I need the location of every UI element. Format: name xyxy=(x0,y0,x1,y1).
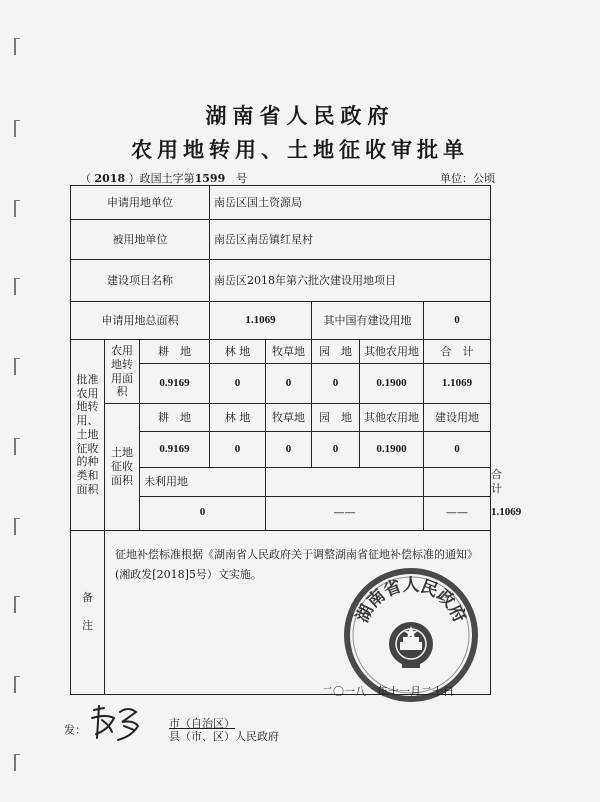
national-emblem-icon xyxy=(389,622,433,668)
total-area-value: 1.1069 xyxy=(210,302,312,340)
conv-value-cell: 1.1069 xyxy=(424,364,491,404)
exp-value-cell: 0.9169 xyxy=(140,432,210,468)
remarks-text: 征地补偿标准根据《湖南省人民政府关于调整湖南省征地补偿标准的通知》(湘政发[2018]5号）文实施。 xyxy=(105,530,491,694)
project-name-value: 南岳区2018年第六批次建设用地项目 xyxy=(210,260,491,302)
conv-header-cell: 牧草地 xyxy=(266,340,312,364)
document-number: （ 2018 ）政国土字第1599 号 xyxy=(80,172,248,185)
punch-hole-mark xyxy=(14,676,20,693)
conv-header-cell: 耕 地 xyxy=(140,340,210,364)
approval-table: 申请用地单位 南岳区国土资源局 被用地单位 南岳区南岳镇红星村 建设项目名称 南岳区2018年第六批次建设用地项目 申请用地总面积 1.1069 其中国有建设用地 0 批准农用地转用、土地征收的种类和面积 农用地转用面积 耕 地 林 地 牧草地 园 地 其他农用地 合 计 0.9169 0 0 0 0.1900 1.1069 土地征收面积 耕 地 林 地 牧草地 园 地 其他农用地 建设用地 0.9169 0 0 0 0.1900 0 未利用地 合 计 0 —— —— 1.1069 备 注 征地补偿标准根据《湖南省人民政府关于调整湖南省征地补偿标准的通知》(湘政发[2018]5号）文实施。 xyxy=(70,185,491,695)
conversion-area-label: 农用地转用面积 xyxy=(105,340,140,404)
exp-header-cell: 其他农用地 xyxy=(360,404,424,432)
exp-value-cell: 0.1900 xyxy=(360,432,424,468)
applicant-label: 申请用地单位 xyxy=(71,186,210,220)
document-subtitle: 农用地转用、土地征收审批单 xyxy=(131,137,469,162)
exp-value-cell: 0 xyxy=(424,432,491,468)
conv-value-cell: 0 xyxy=(210,364,266,404)
state-land-value: 0 xyxy=(424,302,491,340)
approval-date: 二〇一八 年十一月二十日 xyxy=(322,685,454,698)
conv-header-cell: 合 计 xyxy=(424,340,491,364)
used-land-unit-label: 被用地单位 xyxy=(71,220,210,260)
exp-header-cell: 建设用地 xyxy=(424,404,491,432)
conv-value-cell: 0 xyxy=(312,364,360,404)
punch-hole-mark xyxy=(14,278,20,295)
conv-value-cell: 0.9169 xyxy=(140,364,210,404)
conv-header-cell: 林 地 xyxy=(210,340,266,364)
dash-placeholder: —— xyxy=(266,496,424,530)
punch-hole-mark xyxy=(14,38,20,55)
used-land-unit-value: 南岳区南岳镇红星村 xyxy=(210,220,491,260)
exp-header-cell: 耕 地 xyxy=(140,404,210,432)
project-name-label: 建设项目名称 xyxy=(71,260,210,302)
conv-value-cell: 0 xyxy=(266,364,312,404)
expropriation-area-label: 土地征收面积 xyxy=(105,404,140,531)
dash-placeholder: —— xyxy=(424,496,491,530)
distribution-line xyxy=(64,718,279,743)
approval-category-label: 批准农用地转用、土地征收的种类和面积 xyxy=(71,340,105,531)
punch-hole-mark xyxy=(14,596,20,613)
remarks-label: 备 注 xyxy=(71,530,105,694)
exp-header-cell: 牧草地 xyxy=(266,404,312,432)
unused-land-value: 0 xyxy=(140,496,266,530)
punch-hole-mark xyxy=(14,754,20,771)
punch-hole-mark xyxy=(14,438,20,455)
total-area-label: 申请用地总面积 xyxy=(71,302,210,340)
punch-hole-mark xyxy=(14,518,20,535)
exp-header-cell: 林 地 xyxy=(210,404,266,432)
conv-header-cell: 其他农用地 xyxy=(360,340,424,364)
seal-text: 湖南省人民政府 xyxy=(352,575,470,626)
exp-value-cell: 0 xyxy=(266,432,312,468)
send-label: 发： xyxy=(64,723,86,737)
county-label: 县（市、区）人民政府 xyxy=(169,729,279,743)
exp-value-cell: 0 xyxy=(312,432,360,468)
state-land-label: 其中国有建设用地 xyxy=(312,302,424,340)
punch-hole-mark xyxy=(14,358,20,375)
unit-label: 单位：公顷 xyxy=(440,172,495,185)
conv-value-cell: 0.1900 xyxy=(360,364,424,404)
punch-hole-mark xyxy=(14,200,20,217)
unused-land-label: 未利用地 xyxy=(140,468,266,497)
conv-header-cell: 园 地 xyxy=(312,340,360,364)
document-title: 湖南省人民政府 xyxy=(205,103,395,128)
applicant-value: 南岳区国土资源局 xyxy=(210,186,491,220)
exp-header-cell: 园 地 xyxy=(312,404,360,432)
exp-value-cell: 0 xyxy=(210,432,266,468)
city-label: 市（自治区） xyxy=(169,717,235,730)
